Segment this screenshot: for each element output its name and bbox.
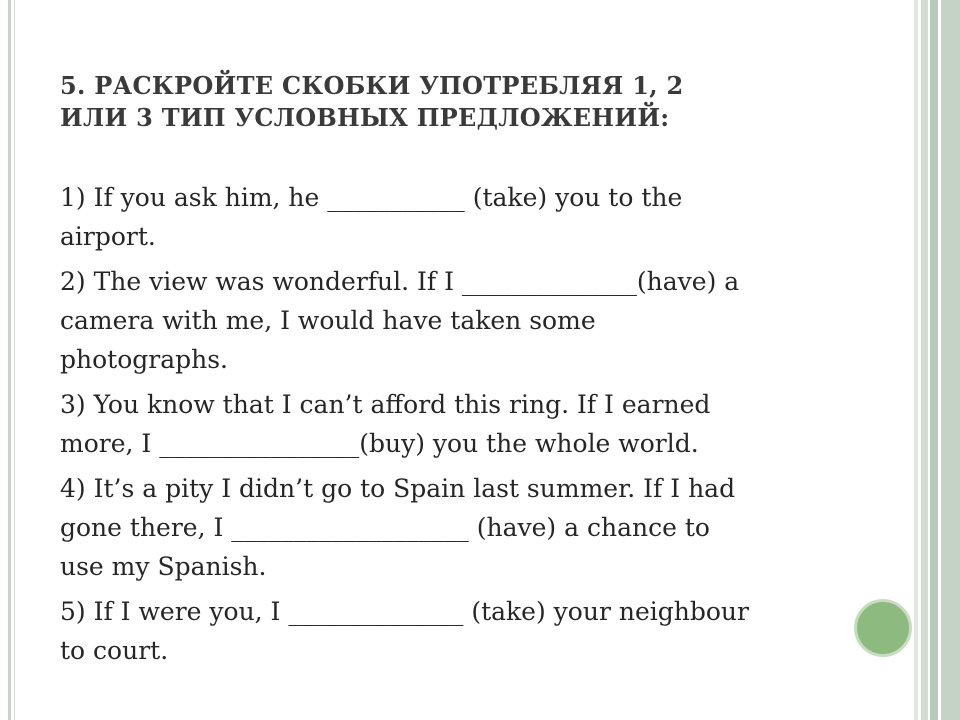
exercise-line: 5) If I were you, I ______________ (take) your neighbour [60,597,749,626]
decorative-stripes [914,0,960,720]
slide-frame-left [8,0,11,720]
exercise-line: photographs. [60,345,228,374]
exercise-line: 4) It’s a pity I didn’t go to Spain last summer. If I had [60,474,736,503]
slide-frame-left-inner [14,0,15,720]
exercise-line: use my Spanish. [60,552,267,581]
exercise-item-1 [60,178,880,256]
exercise-item-5 [60,592,880,670]
slide-title-line: ИЛИ 3 ТИП УСЛОВНЫХ ПРЕДЛОЖЕНИЙ: [60,103,670,132]
exercise-line: airport. [60,222,156,251]
exercise-line: more, I ________________(buy) you the whole world. [60,429,699,458]
exercise-line: to court. [60,636,169,665]
stripe [941,0,960,720]
slide-title-line: 5. РАСКРОЙТЕ СКОБКИ УПОТРЕБЛЯЯ 1, 2 [60,71,684,100]
stripe [921,0,928,720]
exercise-list [60,178,880,676]
exercise-line: 1) If you ask him, he ___________ (take) you to the [60,183,683,212]
exercise-item-4 [60,469,880,586]
exercise-line: gone there, I ___________________ (have) a chance to [60,513,710,542]
exercise-item-2 [60,262,880,379]
slide-title [60,70,860,134]
exercise-line: 3) You know that I can’t afford this ring. If I earned [60,390,711,419]
stripe [930,0,938,720]
exercise-line: 2) The view was wonderful. If I ______________(have) a [60,267,740,296]
exercise-item-3 [60,385,880,463]
exercise-line: camera with me, I would have taken some [60,306,596,335]
